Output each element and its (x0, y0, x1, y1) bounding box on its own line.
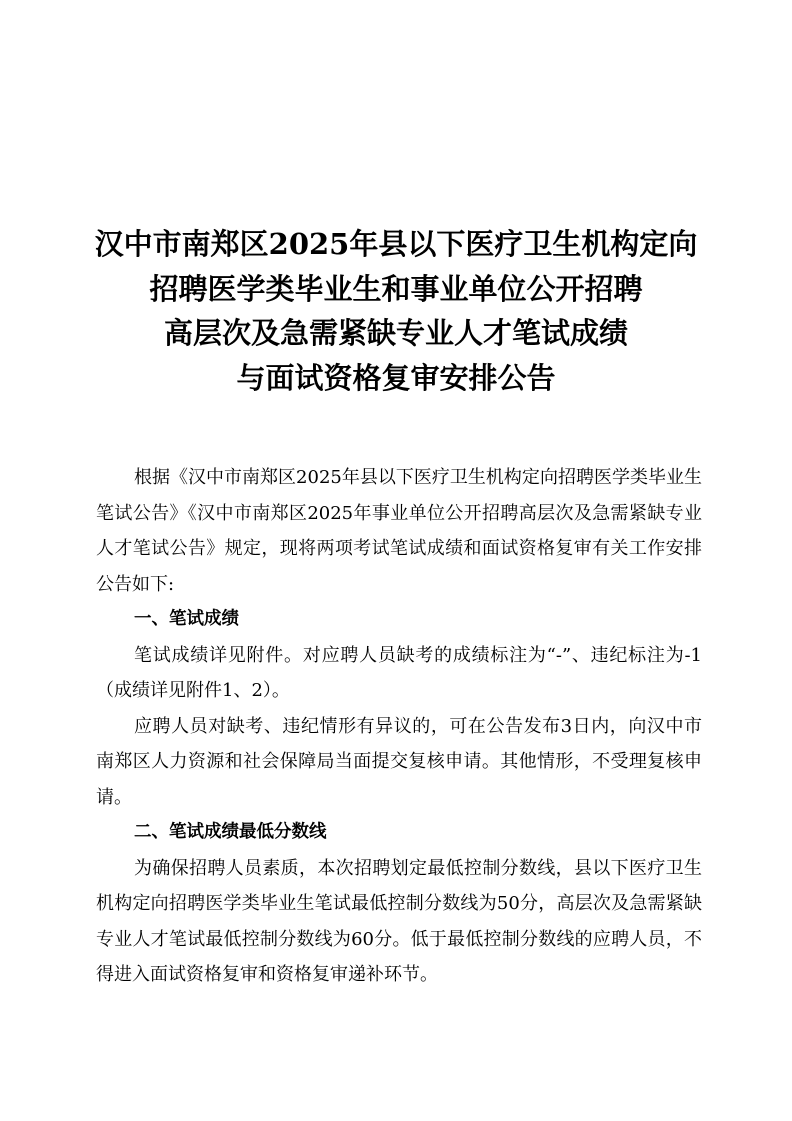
title-line-3: 高层次及急需紧缺专业人才笔试成绩 (163, 316, 628, 350)
document-title (0, 222, 792, 400)
document-body (96, 460, 702, 993)
section-2-heading: 二、笔试成绩最低分数线 (134, 822, 327, 842)
title-line-2: 招聘医学类毕业生和事业单位公开招聘 (149, 271, 643, 306)
title-line-4: 与面试资格复审安排公告 (236, 360, 556, 395)
section-1-heading: 一、笔试成绩 (134, 609, 239, 629)
section-1-paragraph-2: 应聘人员对缺考、违纪情形有异议的，可在公告发布3日内，向汉中市南郑区人力资源和社会保障局当面提交复核申请。其他情形，不受理复核申请。 (96, 715, 702, 808)
intro-paragraph: 根据《汉中市南郑区2025年县以下医疗卫生机构定向招聘医学类毕业生笔试公告》《汉中市南郑区2025年事业单位公开招聘高层次及急需紧缺专业人才笔试公告》规定，现将两项考试笔试成绩和面试资格复审有关工作安排公告如下: (96, 467, 702, 595)
section-2-paragraph-1: 为确保招聘人员素质，本次招聘划定最低控制分数线，县以下医疗卫生机构定向招聘医学类毕业生笔试最低控制分数线为50分，高层次及急需紧缺专业人才笔试最低控制分数线为60分。低于最低控制分数线的应聘人员，不得进入面试资格复审和资格复审递补环节。 (96, 857, 702, 985)
section-1-paragraph-1: 笔试成绩详见附件。对应聘人员缺考的成绩标注为“-”、违纪标注为-1（成绩详见附件1、2）。 (96, 644, 702, 701)
title-line-1: 汉中市南郑区2025年县以下医疗卫生机构定向 (94, 227, 698, 261)
